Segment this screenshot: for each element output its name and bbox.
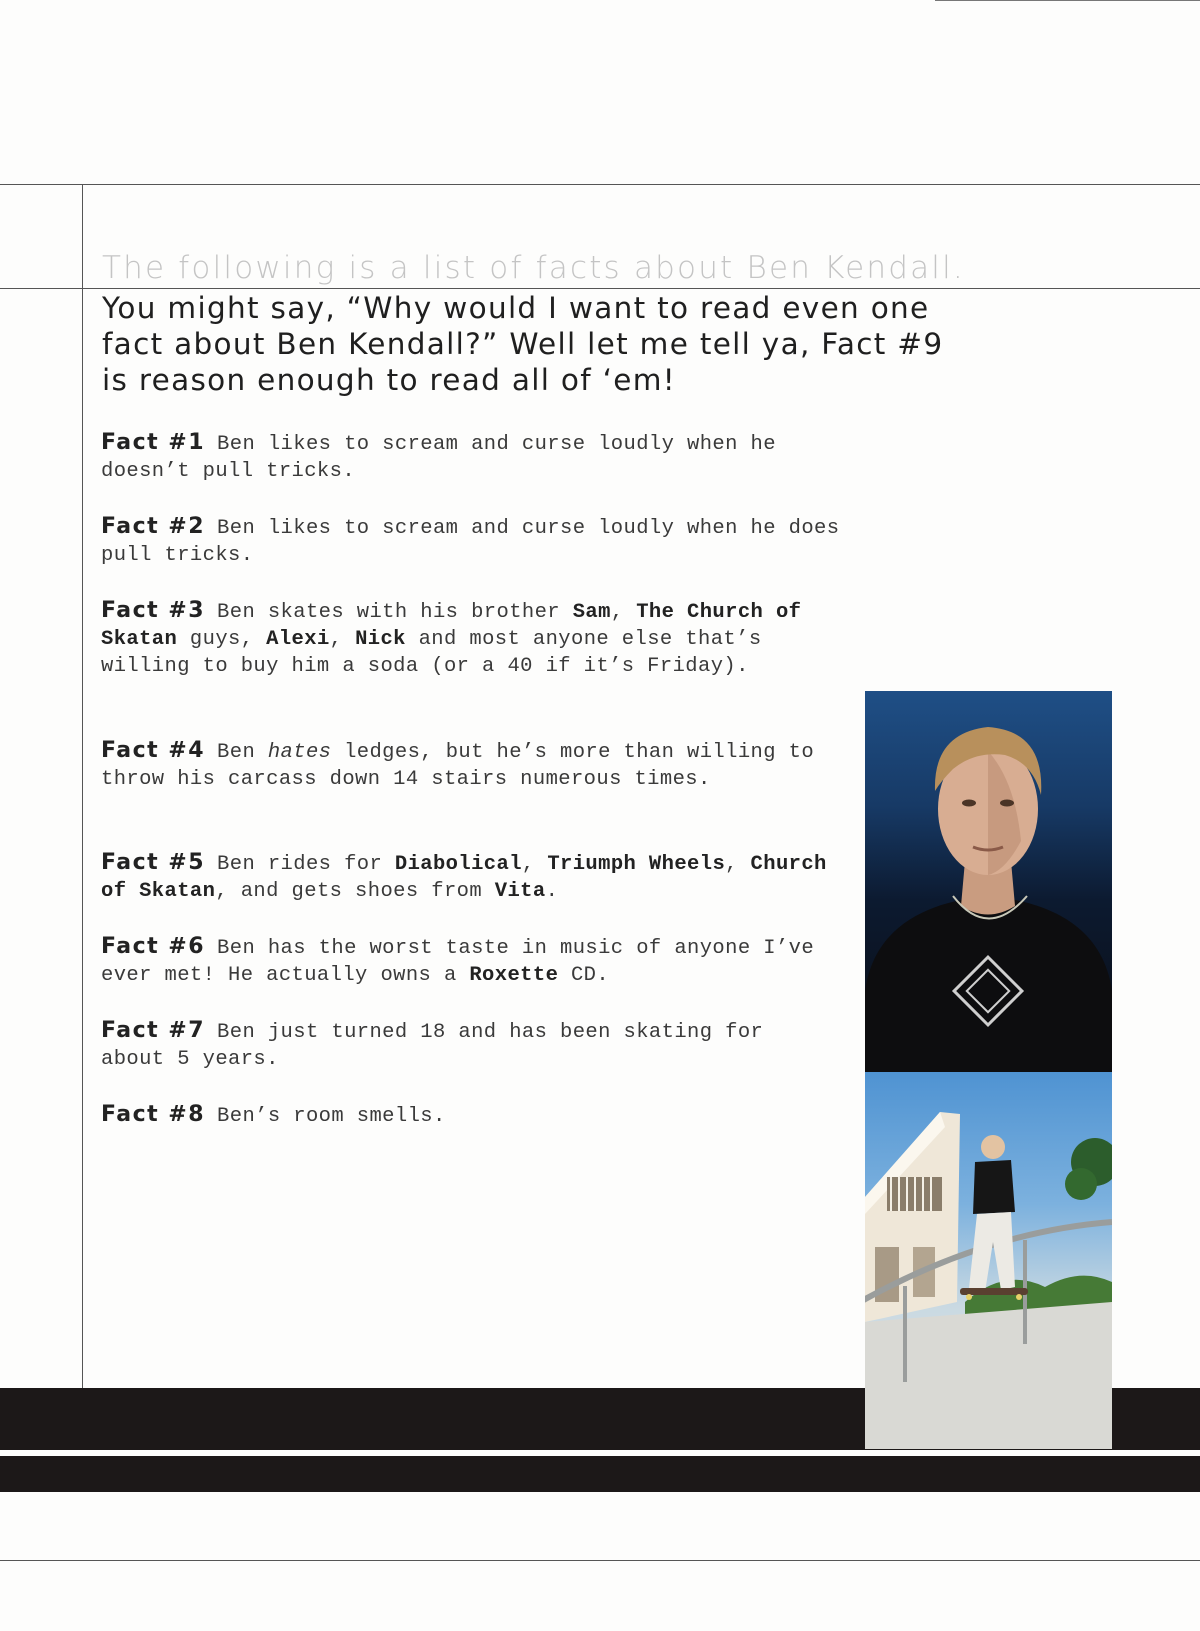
skate-illustration [865,1072,1112,1449]
fact-bold: Vita [494,880,546,903]
left-vertical-rule [82,184,83,1388]
fact-bold: Sam [572,601,611,624]
intro-line: fact about Ben Kendall?” Well let me tell ya, Fact #9 [102,327,944,361]
fact-4 [101,737,846,793]
portrait-illustration [865,691,1112,1072]
fact-text: Ben rides for [217,853,395,876]
fact-label: Fact #1 [101,430,206,455]
fact-8 [101,1101,841,1130]
fact-bold: Diabolical [394,853,522,876]
top-right-rule [935,0,1200,1]
fact-text: Ben’s room smells. [217,1105,446,1128]
fact-label: Fact #7 [101,1018,206,1043]
fact-label: Fact #6 [101,934,206,959]
fact-text: , [725,853,751,876]
intro-line: is reason enough to read all of ‘em! [102,363,676,397]
intro-line: You might say, “Why would I want to read even one [102,291,930,325]
fact-bold: Roxette [469,964,559,987]
fact-text: , and gets shoes from [215,880,495,903]
portrait-photo [865,691,1112,1072]
fact-2 [101,513,841,569]
fact-7 [101,1017,821,1073]
fact-bold: The Church of Skatan [101,601,802,651]
fact-text: Ben [217,741,268,764]
intro-faded-heading: The following is a list of facts about Ben Kendall. [102,250,965,286]
fact-label: Fact #8 [101,1102,206,1127]
fact-bold: Triumph Wheels [547,853,726,876]
fact-text: Ben just turned 18 and has been skating for about 5 years. [101,1021,764,1071]
intro-paragraph [102,290,1122,398]
fact-3 [101,597,821,680]
skateboarding-photo [865,1072,1112,1449]
fact-text: , [521,853,548,876]
fact-text: CD. [558,964,610,987]
top-rule [0,184,1200,185]
fact-1 [101,429,841,485]
fact-text: Ben has the worst taste in music of anyone I’ve ever met! He actually owns a [101,937,815,987]
fact-6 [101,933,861,989]
fact-label: Fact #2 [101,514,206,539]
fact-text: Ben likes to scream and curse loudly when he does pull tricks. [101,517,840,567]
fact-italic: hates [267,741,332,764]
fact-text: , [610,601,637,624]
fact-bold: Alexi [266,628,330,651]
fact-text: , [329,628,356,651]
mid-rule [0,288,1200,289]
fact-text: guys, [177,628,267,651]
fact-bold: Nick [355,628,406,651]
fact-text: and most anyone else that’s willing to buy him a soda (or a 40 if it’s Friday). [101,628,762,678]
bottom-black-bar-thin [0,1456,1200,1492]
fact-text: . [545,880,559,903]
fact-bold: Church of Skatan [101,853,827,903]
fact-label: Fact #3 [101,598,206,623]
bottom-rule [0,1560,1200,1561]
fact-5 [101,849,846,905]
fact-text: ledges, but he’s more than willing to throw his carcass down 14 stairs numerous times. [101,741,815,791]
fact-label: Fact #5 [101,850,206,875]
fact-text: Ben likes to scream and curse loudly when he doesn’t pull tricks. [101,433,776,483]
fact-text: Ben skates with his brother [217,601,573,624]
fact-label: Fact #4 [101,738,206,763]
